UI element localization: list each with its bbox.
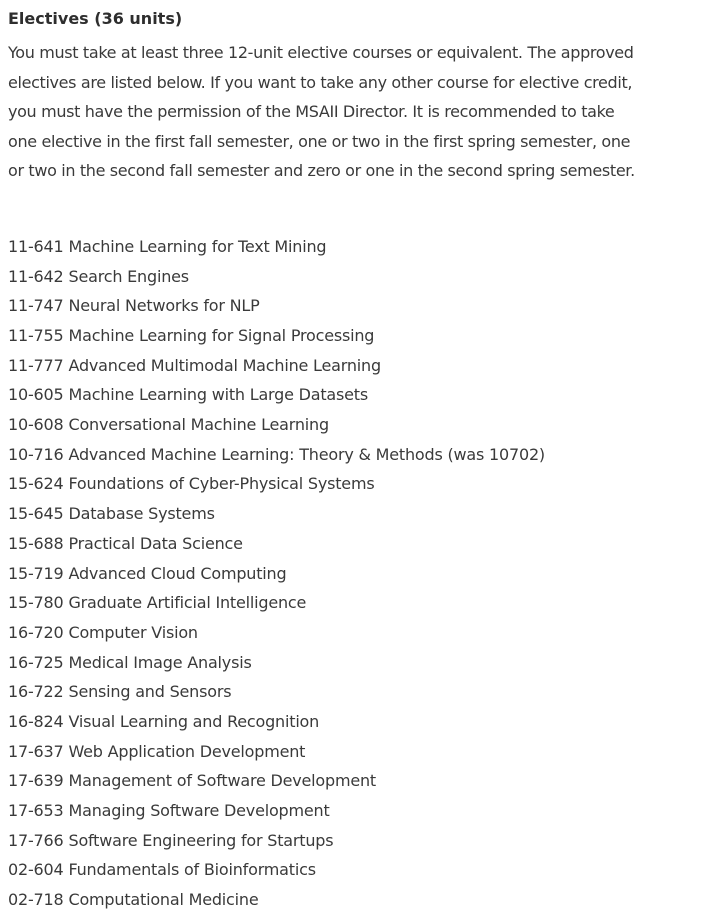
course-code: 17-637 xyxy=(8,741,64,761)
list-item xyxy=(8,529,712,559)
course-code: 17-653 xyxy=(8,801,64,821)
course-code: 11-777 xyxy=(8,355,64,375)
list-item xyxy=(8,618,712,648)
course-name: Visual Learning and Recognition xyxy=(68,711,320,731)
course-code: 15-624 xyxy=(8,474,64,494)
course-name: Conversational Machine Learning xyxy=(68,415,329,435)
list-item xyxy=(8,499,712,529)
section-title: Electives (36 units) xyxy=(8,9,183,28)
course-name: Managing Software Development xyxy=(68,801,330,821)
course-code: 15-688 xyxy=(8,533,64,553)
list-item xyxy=(8,321,712,351)
list-item xyxy=(8,469,712,499)
course-code: 15-719 xyxy=(8,563,64,583)
intro-line: electives are listed below. If you want to take any other course for elective credit, xyxy=(8,72,633,92)
course-code: 10-716 xyxy=(8,444,64,464)
intro-line: or two in the second fall semester and zero or one in the second spring semester. xyxy=(8,161,635,181)
list-item xyxy=(8,440,712,470)
list-item xyxy=(8,232,712,262)
course-code: 17-766 xyxy=(8,830,64,850)
course-name: Machine Learning for Signal Processing xyxy=(68,326,375,346)
course-name: Search Engines xyxy=(68,266,189,286)
list-item xyxy=(8,677,712,707)
list-item xyxy=(8,588,712,618)
intro-line: you must have the permission of the MSAII Director. It is recommended to take xyxy=(8,102,615,122)
list-item xyxy=(8,885,712,915)
list-item xyxy=(8,351,712,381)
course-code: 16-722 xyxy=(8,682,64,702)
course-code: 15-780 xyxy=(8,593,64,613)
course-code: 11-641 xyxy=(8,236,64,256)
list-item xyxy=(8,648,712,678)
intro-line: one elective in the first fall semester, one or two in the first spring semester, one xyxy=(8,131,631,151)
intro-line: You must take at least three 12-unit elective courses or equivalent. The approved xyxy=(8,43,634,62)
course-name: Neural Networks for NLP xyxy=(68,296,260,316)
elective-course-list xyxy=(8,232,712,915)
course-code: 16-824 xyxy=(8,711,64,731)
list-item xyxy=(8,737,712,767)
course-code: 15-645 xyxy=(8,504,64,524)
list-item xyxy=(8,410,712,440)
list-item xyxy=(8,262,712,292)
course-name: Graduate Artificial Intelligence xyxy=(68,593,307,613)
course-code: 02-604 xyxy=(8,860,64,880)
course-name: Machine Learning for Text Mining xyxy=(68,236,327,256)
course-name: Practical Data Science xyxy=(68,533,243,553)
course-name: Computational Medicine xyxy=(68,890,259,910)
course-code: 16-720 xyxy=(8,622,64,642)
list-item xyxy=(8,766,712,796)
course-code: 11-755 xyxy=(8,326,64,346)
course-name: Web Application Development xyxy=(68,741,306,761)
course-name: Advanced Multimodal Machine Learning xyxy=(68,355,381,375)
course-code: 17-639 xyxy=(8,771,64,791)
course-code: 11-747 xyxy=(8,296,64,316)
course-code: 10-608 xyxy=(8,415,64,435)
course-code: 16-725 xyxy=(8,652,64,672)
course-name: Management of Software Development xyxy=(68,771,377,791)
course-code: 10-605 xyxy=(8,385,64,405)
course-name: Computer Vision xyxy=(68,622,198,642)
course-code: 02-718 xyxy=(8,890,64,910)
list-item xyxy=(8,291,712,321)
course-name: Sensing and Sensors xyxy=(68,682,232,702)
list-item xyxy=(8,826,712,856)
list-item xyxy=(8,380,712,410)
intro-paragraph xyxy=(8,38,712,186)
course-name: Advanced Machine Learning: Theory & Methods (was 10702) xyxy=(68,444,545,464)
course-code: 11-642 xyxy=(8,266,64,286)
course-name: Fundamentals of Bioinformatics xyxy=(68,860,316,880)
course-name: Medical Image Analysis xyxy=(68,652,252,672)
list-item xyxy=(8,796,712,826)
course-name: Database Systems xyxy=(68,504,215,524)
list-item xyxy=(8,855,712,885)
course-name: Foundations of Cyber-Physical Systems xyxy=(68,474,375,494)
course-name: Advanced Cloud Computing xyxy=(68,563,287,583)
course-name: Machine Learning with Large Datasets xyxy=(68,385,369,405)
list-item xyxy=(8,559,712,589)
course-name: Software Engineering for Startups xyxy=(68,830,334,850)
list-item xyxy=(8,707,712,737)
